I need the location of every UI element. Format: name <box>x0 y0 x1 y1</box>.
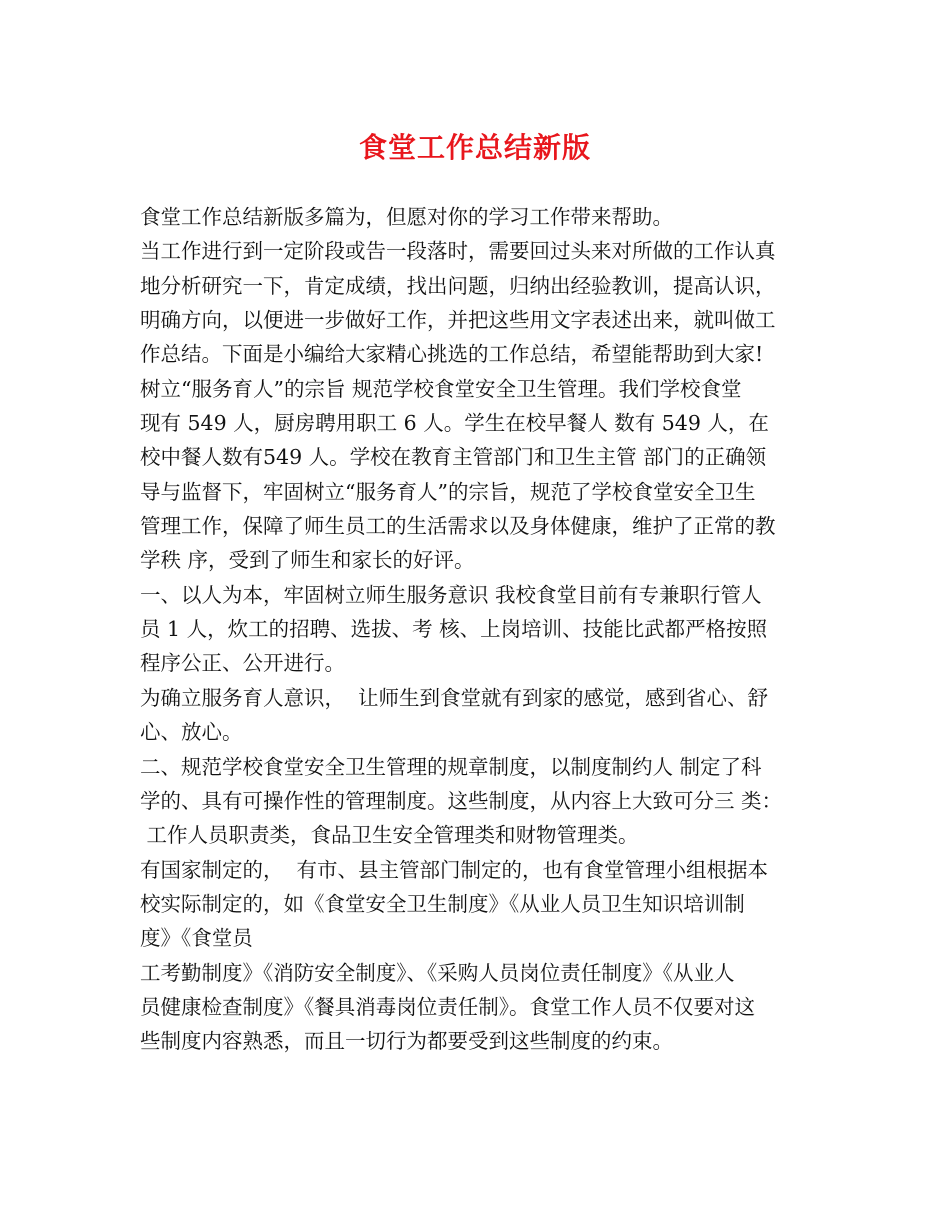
body-line: 学秩 序，受到了师生和家长的好评。 <box>140 548 475 573</box>
document-body <box>140 200 820 1059</box>
body-line: 导与监督下，牢固树立“服务育人”的宗旨，规范了学校食堂安全卫生 <box>140 479 756 504</box>
body-line: 作总结。下面是小编给大家精心挑选的工作总结，希望能帮助到大家! <box>140 342 764 367</box>
body-line: 明确方向，以便进一步做好工作，并把这些用文字表述出来，就叫做工 <box>140 308 776 333</box>
body-line: 校实际制定的，如《食堂安全卫生制度》《从业人员卫生知识培训制 <box>140 891 745 916</box>
body-line: 一、以人为本，牢固树立师生服务意识 我校食堂目前有专兼职行管人 <box>140 582 762 607</box>
body-line: 工作人员职责类，食品卫生安全管理类和财物管理类。 <box>140 823 639 848</box>
body-line: 二、规范学校食堂安全卫生管理的规章制度，以制度制约人 制定了科 <box>140 754 762 779</box>
body-line: 员健康检查制度》《餐具消毒岗位责任制》。食堂工作人员不仅要对这 <box>140 994 755 1019</box>
body-line: 程序公正、公开进行。 <box>140 651 345 676</box>
body-line: 现有 549 人，厨房聘用职工 6 人。学生在校早餐人 数有 549 人，在 <box>140 411 769 436</box>
body-line: 校中餐人数有549 人。学校在教育主管部门和卫生主管 部门的正确领 <box>140 445 767 470</box>
body-line: 地分析研究一下，肯定成绩，找出问题，归纳出经验教训，提高认识， <box>140 273 776 298</box>
body-line: 学的、具有可操作性的管理制度。这些制度，从内容上大致可分三 类： <box>140 788 783 813</box>
body-line: 管理工作，保障了师生员工的生活需求以及身体健康，维护了正常的教 <box>140 514 776 539</box>
document-title: 食堂工作总结新版 <box>358 131 591 164</box>
body-line: 有国家制定的， 有市、县主管部门制定的，也有食堂管理小组根据本 <box>140 857 769 882</box>
body-line: 为确立服务育人意识， 让师生到食堂就有到家的感觉，感到省心、舒 <box>140 685 769 710</box>
body-line: 食堂工作总结新版多篇为，但愿对你的学习工作带来帮助。 <box>140 205 673 229</box>
body-line: 工考勤制度》《消防安全制度》、《采购人员岗位责任制度》《从业人 <box>140 960 735 985</box>
body-line: 员 1 人，炊工的招聘、选拔、考 核、上岗培训、技能比武都严格按照 <box>140 617 768 642</box>
body-line: 当工作进行到一定阶段或告一段落时，需要回过头来对所做的工作认真 <box>140 239 776 264</box>
body-line: 度》《食堂员 <box>140 926 253 951</box>
body-line: 树立“服务育人”的宗旨 规范学校食堂安全卫生管理。我们学校食堂 <box>140 376 742 401</box>
body-line: 些制度内容熟悉，而且一切行为都要受到这些制度的约束。 <box>140 1029 673 1054</box>
body-line: 心、放心。 <box>140 720 243 745</box>
